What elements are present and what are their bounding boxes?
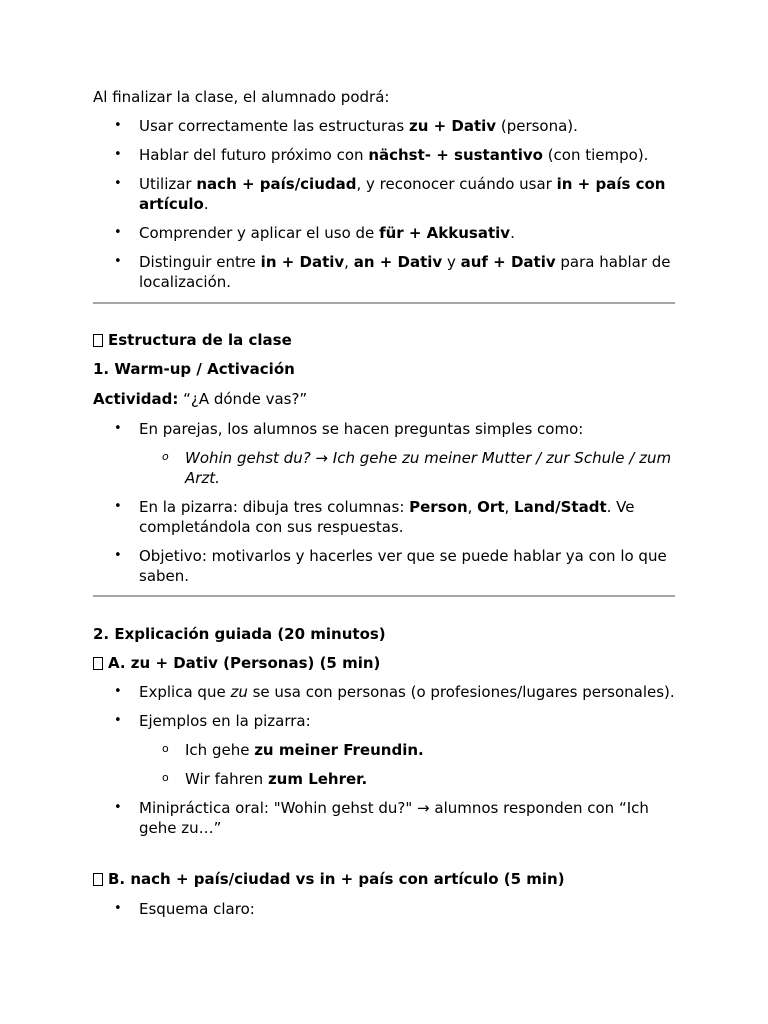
divider [93,595,675,597]
objectives-intro: Al finalizar la clase, el alumnado podrá: [93,88,390,106]
list-item: • Comprender y aplicar el uso de für + Akkusativ. [93,223,675,243]
structure-title: Estructura de la clase [93,330,675,350]
placeholder-glyph-icon [93,334,103,347]
list-item: • En parejas, los alumnos se hacen preguntas simples como: [93,419,675,439]
list-item: • Ejemplos en la pizarra: [93,711,675,731]
list-item: • Minipráctica oral: "Wohin gehst du?" → alumnos responden con “Ich gehe zu…” [93,798,675,838]
list-item: • Objetivo: motivarlos y hacerles ver que se puede hablar ya con lo que saben. [93,546,675,586]
list-item: • Hablar del futuro próximo con nächst- + sustantivo (con tiempo). [93,145,675,165]
divider [93,302,675,304]
placeholder-glyph-icon [93,873,103,886]
list-item: o Ich gehe zu meiner Freundin. [93,740,675,760]
list-item: • Utilizar nach + país/ciudad, y reconocer cuándo usar in + país con artículo. [93,174,675,214]
objectives-list [93,116,675,301]
list-item: o Wohin gehst du? → Ich gehe zu meiner Mutter / zur Schule / zum Arzt. [93,448,675,488]
list-item: • En la pizarra: dibuja tres columnas: Person, Ort, Land/Stadt. Ve completándola con sus respuestas. [93,497,675,537]
section-b-heading: B. nach + país/ciudad vs in + país con artículo (5 min) [93,869,675,889]
explanation-heading: 2. Explicación guiada (20 minutos) [93,625,386,643]
placeholder-glyph-icon [93,657,103,670]
section-b-list [93,899,675,928]
section-a-heading: A. zu + Dativ (Personas) (5 min) [93,653,675,673]
warmup-heading: 1. Warm-up / Activación [93,360,295,378]
list-item: • Usar correctamente las estructuras zu + Dativ (persona). [93,116,675,136]
warmup-list [93,419,675,595]
list-item: • Explica que zu se usa con personas (o profesiones/lugares personales). [93,682,675,702]
section-a-list [93,682,675,847]
list-item: • Esquema claro: [93,899,675,919]
list-item: • Distinguir entre in + Dativ, an + Dativ y auf + Dativ para hablar de localización. [93,252,675,292]
activity-line: Actividad: “¿A dónde vas?” [93,390,308,408]
list-item: o Wir fahren zum Lehrer. [93,769,675,789]
